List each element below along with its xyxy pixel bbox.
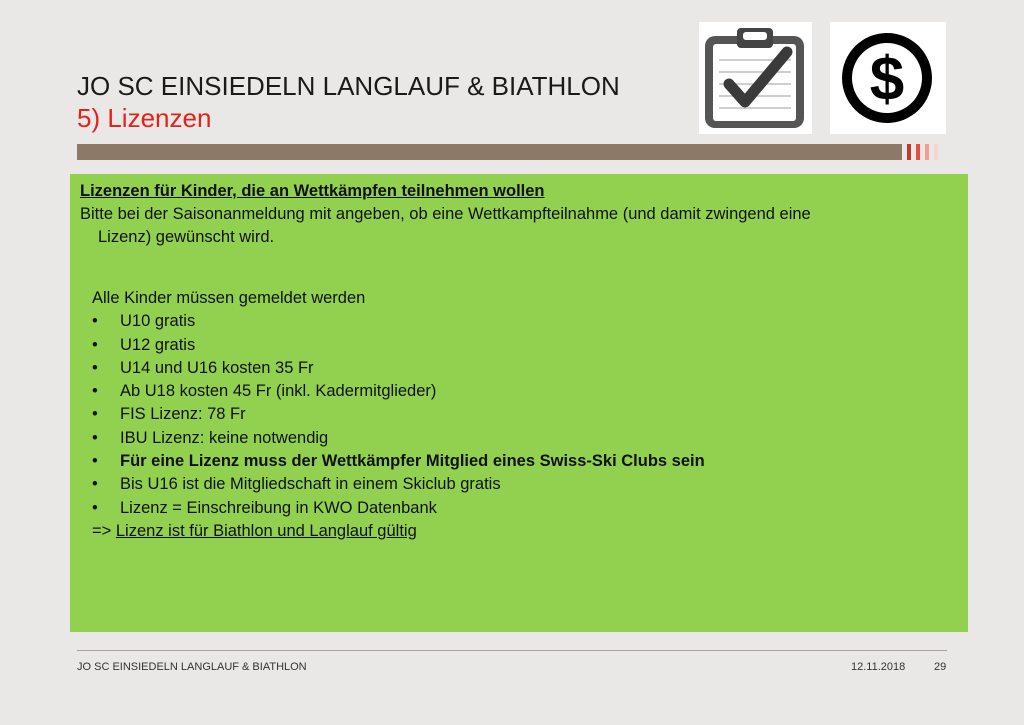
title-divider-bar xyxy=(77,144,902,160)
list-conclusion xyxy=(92,520,952,543)
list-item: • U14 und U16 kosten 35 Fr xyxy=(92,358,314,377)
content-heading: Lizenzen für Kinder, die an Wettkämpfen teilnehmen wollen xyxy=(80,182,545,200)
license-list xyxy=(92,287,952,543)
title-line-2: 5) Lizenzen xyxy=(77,103,212,133)
conclusion-arrow: => xyxy=(92,521,112,540)
footer-divider xyxy=(77,650,947,651)
list-item: • IBU Lizenz: keine notwendig xyxy=(92,428,329,447)
list-item: • U10 gratis xyxy=(92,312,196,331)
list-item: • Für eine Lizenz muss der Wettkämpfer Mitglied eines Swiss-Ski Clubs sein xyxy=(92,452,705,471)
clipboard-check-icon xyxy=(699,22,812,134)
svg-text:$: $ xyxy=(869,45,905,114)
intro-line-2: Lizenz) gewünscht wird. xyxy=(98,228,275,247)
content-intro xyxy=(80,203,960,250)
footer-page-number: 29 xyxy=(934,661,947,673)
conclusion-text: Lizenz ist für Biathlon und Langlauf gültig xyxy=(115,521,417,540)
title-divider-ticks xyxy=(907,144,947,160)
list-item: • FIS Lizenz: 78 Fr xyxy=(92,405,246,424)
list-item: • U12 gratis xyxy=(92,335,196,354)
footer-org: JO SC EINSIEDELN LANGLAUF & BIATHLON xyxy=(77,661,307,673)
dollar-icon xyxy=(830,22,946,134)
list-intro: Alle Kinder müssen gemeldet werden xyxy=(92,289,366,307)
list-item: • Ab U18 kosten 45 Fr (inkl. Kadermitglieder) xyxy=(92,382,437,401)
footer-date: 12.11.2018 xyxy=(851,661,906,673)
list-item: • Lizenz = Einschreibung in KWO Datenbank xyxy=(92,498,437,517)
list-item: • Bis U16 ist die Mitgliedschaft in einem Skiclub gratis xyxy=(92,475,501,494)
title-line-1: JO SC EINSIEDELN LANGLAUF & BIATHLON xyxy=(77,71,620,101)
content-box xyxy=(70,174,968,632)
slide-title xyxy=(77,70,620,134)
intro-line-1: Bitte bei der Saisonanmeldung mit angeben, ob eine Wettkampfteilnahme (und damit zwingend eine xyxy=(80,205,811,223)
